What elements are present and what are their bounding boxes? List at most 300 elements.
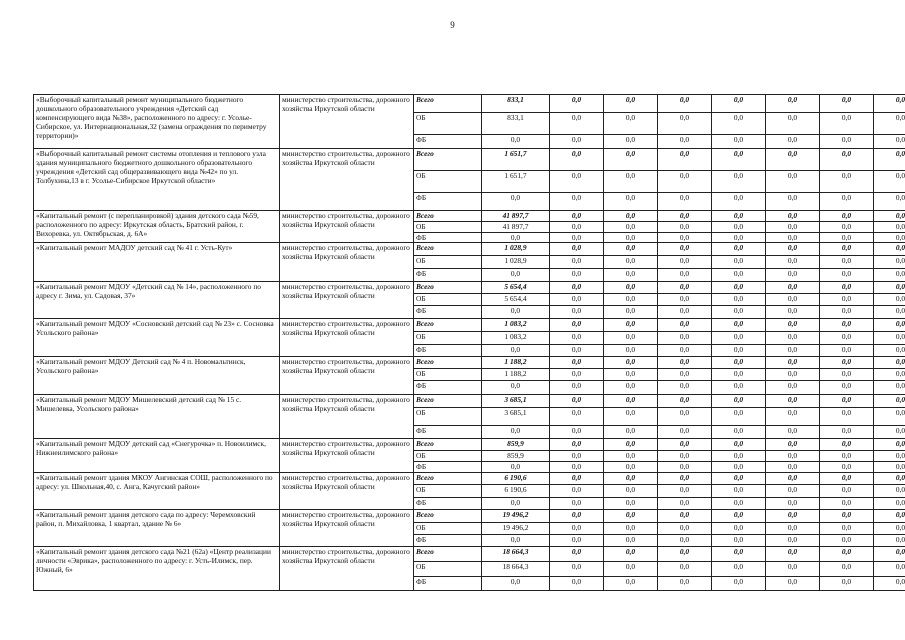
year-amount: 0,0 <box>820 282 874 294</box>
year-amount: 0,0 <box>658 149 712 171</box>
table-row <box>34 95 905 113</box>
total-amount: 41 897,7 <box>482 222 550 233</box>
year-amount: 0,0 <box>712 408 766 426</box>
year-amount: 0,0 <box>604 357 658 369</box>
year-amount: 0,0 <box>820 381 874 395</box>
table-row <box>34 510 905 523</box>
year-amount: 0,0 <box>658 269 712 282</box>
year-amount: 0,0 <box>712 462 766 473</box>
total-amount: 0,0 <box>482 233 550 243</box>
total-amount: 0,0 <box>482 381 550 395</box>
year-amount: 0,0 <box>766 535 820 547</box>
year-amount: 0,0 <box>874 135 905 149</box>
year-amount: 0,0 <box>874 577 905 591</box>
year-amount: 0,0 <box>820 462 874 473</box>
year-amount: 0,0 <box>820 211 874 222</box>
year-amount: 0,0 <box>658 439 712 451</box>
year-amount: 0,0 <box>658 171 712 193</box>
total-amount: 859,9 <box>482 451 550 462</box>
year-amount: 0,0 <box>604 462 658 473</box>
total-amount: 833,1 <box>482 113 550 135</box>
year-amount: 0,0 <box>766 547 820 562</box>
year-amount: 0,0 <box>658 332 712 345</box>
responsible-executor: министерство строительства, дорожного хозяйства Иркутской области <box>280 211 414 243</box>
year-amount: 0,0 <box>766 473 820 485</box>
year-amount: 0,0 <box>766 369 820 381</box>
year-amount: 0,0 <box>766 523 820 535</box>
year-amount: 0,0 <box>820 306 874 319</box>
total-amount: 19 496,2 <box>482 510 550 523</box>
year-amount: 0,0 <box>766 357 820 369</box>
measure-description: «Капитальный ремонт МДОУ Мишелевский детский сад № 15 с. Мишелевка, Усольского района» <box>34 395 280 439</box>
year-amount: 0,0 <box>712 381 766 395</box>
year-amount: 0,0 <box>712 369 766 381</box>
year-amount: 0,0 <box>820 395 874 408</box>
year-amount: 0,0 <box>712 113 766 135</box>
year-amount: 0,0 <box>550 439 604 451</box>
year-amount: 0,0 <box>658 135 712 149</box>
year-amount: 0,0 <box>604 233 658 243</box>
year-amount: 0,0 <box>604 451 658 462</box>
funding-source: Всего <box>414 473 482 485</box>
table-row <box>34 395 905 408</box>
total-amount: 3 685,1 <box>482 408 550 426</box>
year-amount: 0,0 <box>766 269 820 282</box>
responsible-executor: министерство строительства, дорожного хозяйства Иркутской области <box>280 243 414 282</box>
year-amount: 0,0 <box>604 269 658 282</box>
year-amount: 0,0 <box>874 332 905 345</box>
year-amount: 0,0 <box>874 233 905 243</box>
year-amount: 0,0 <box>604 135 658 149</box>
total-amount: 5 654,4 <box>482 294 550 306</box>
funding-source: ОБ <box>414 485 482 498</box>
year-amount: 0,0 <box>658 451 712 462</box>
year-amount: 0,0 <box>712 294 766 306</box>
funding-source: ОБ <box>414 332 482 345</box>
year-amount: 0,0 <box>820 408 874 426</box>
year-amount: 0,0 <box>820 222 874 233</box>
year-amount: 0,0 <box>766 439 820 451</box>
table-row <box>34 473 905 485</box>
table-row <box>34 357 905 369</box>
responsible-executor: министерство строительства, дорожного хозяйства Иркутской области <box>280 95 414 149</box>
responsible-executor: министерство строительства, дорожного хозяйства Иркутской области <box>280 149 414 211</box>
year-amount: 0,0 <box>712 562 766 577</box>
total-amount: 3 685,1 <box>482 395 550 408</box>
total-amount: 19 496,2 <box>482 523 550 535</box>
year-amount: 0,0 <box>874 193 905 211</box>
year-amount: 0,0 <box>820 485 874 498</box>
measure-description: «Капитальный ремонт здания МКОУ Ангинская СОШ, расположенного по адресу: ул. Школьная,40, с. Анга, Качугский район» <box>34 473 280 510</box>
funding-source: ОБ <box>414 369 482 381</box>
year-amount: 0,0 <box>766 171 820 193</box>
year-amount: 0,0 <box>604 547 658 562</box>
year-amount: 0,0 <box>766 562 820 577</box>
year-amount: 0,0 <box>820 547 874 562</box>
total-amount: 6 190,6 <box>482 473 550 485</box>
year-amount: 0,0 <box>874 485 905 498</box>
year-amount: 0,0 <box>820 233 874 243</box>
year-amount: 0,0 <box>712 233 766 243</box>
year-amount: 0,0 <box>712 523 766 535</box>
funding-source: Всего <box>414 357 482 369</box>
total-amount: 0,0 <box>482 193 550 211</box>
year-amount: 0,0 <box>712 395 766 408</box>
funding-source: Всего <box>414 243 482 256</box>
year-amount: 0,0 <box>604 306 658 319</box>
funding-source: Всего <box>414 395 482 408</box>
total-amount: 0,0 <box>482 306 550 319</box>
year-amount: 0,0 <box>658 294 712 306</box>
year-amount: 0,0 <box>874 269 905 282</box>
year-amount: 0,0 <box>604 498 658 510</box>
year-amount: 0,0 <box>604 577 658 591</box>
year-amount: 0,0 <box>658 510 712 523</box>
year-amount: 0,0 <box>550 193 604 211</box>
year-amount: 0,0 <box>550 171 604 193</box>
year-amount: 0,0 <box>874 282 905 294</box>
year-amount: 0,0 <box>658 306 712 319</box>
measure-description: «Капитальный ремонт (с перепланировкой) здания детского сада №59, расположенного по адресу: Иркутская область, Братский район, г. Вихоревка, ул. Октябрьская, д. 6А» <box>34 211 280 243</box>
year-amount: 0,0 <box>604 211 658 222</box>
year-amount: 0,0 <box>658 381 712 395</box>
year-amount: 0,0 <box>766 282 820 294</box>
year-amount: 0,0 <box>820 95 874 113</box>
funding-source: ФБ <box>414 269 482 282</box>
total-amount: 18 664,3 <box>482 547 550 562</box>
funding-source: Всего <box>414 510 482 523</box>
year-amount: 0,0 <box>712 426 766 439</box>
year-amount: 0,0 <box>658 282 712 294</box>
year-amount: 0,0 <box>658 547 712 562</box>
funding-source: ОБ <box>414 408 482 426</box>
program-table <box>33 94 905 591</box>
year-amount: 0,0 <box>658 211 712 222</box>
year-amount: 0,0 <box>550 395 604 408</box>
year-amount: 0,0 <box>712 282 766 294</box>
year-amount: 0,0 <box>550 319 604 332</box>
year-amount: 0,0 <box>820 243 874 256</box>
year-amount: 0,0 <box>550 269 604 282</box>
responsible-executor: министерство строительства, дорожного хозяйства Иркутской области <box>280 439 414 473</box>
year-amount: 0,0 <box>712 149 766 171</box>
year-amount: 0,0 <box>550 535 604 547</box>
year-amount: 0,0 <box>550 211 604 222</box>
year-amount: 0,0 <box>766 113 820 135</box>
year-amount: 0,0 <box>820 426 874 439</box>
total-amount: 1 083,2 <box>482 319 550 332</box>
year-amount: 0,0 <box>874 535 905 547</box>
measure-description: «Капитальный ремонт МДОУ «Сосновский детский сад № 23» с. Сосновка Усольского района» <box>34 319 280 357</box>
year-amount: 0,0 <box>712 211 766 222</box>
year-amount: 0,0 <box>712 577 766 591</box>
table-row <box>34 243 905 256</box>
year-amount: 0,0 <box>550 95 604 113</box>
year-amount: 0,0 <box>820 439 874 451</box>
year-amount: 0,0 <box>712 535 766 547</box>
funding-source: ОБ <box>414 113 482 135</box>
funding-source: ОБ <box>414 256 482 269</box>
funding-source: Всего <box>414 439 482 451</box>
total-amount: 1 651,7 <box>482 171 550 193</box>
year-amount: 0,0 <box>766 381 820 395</box>
year-amount: 0,0 <box>550 294 604 306</box>
funding-source: ОБ <box>414 562 482 577</box>
year-amount: 0,0 <box>658 95 712 113</box>
year-amount: 0,0 <box>820 498 874 510</box>
funding-source: Всего <box>414 282 482 294</box>
year-amount: 0,0 <box>766 577 820 591</box>
year-amount: 0,0 <box>712 357 766 369</box>
funding-source: Всего <box>414 211 482 222</box>
year-amount: 0,0 <box>604 381 658 395</box>
responsible-executor: министерство строительства, дорожного хозяйства Иркутской области <box>280 357 414 395</box>
year-amount: 0,0 <box>874 243 905 256</box>
year-amount: 0,0 <box>874 256 905 269</box>
year-amount: 0,0 <box>766 345 820 357</box>
year-amount: 0,0 <box>550 306 604 319</box>
table-row <box>34 149 905 171</box>
year-amount: 0,0 <box>712 243 766 256</box>
year-amount: 0,0 <box>550 233 604 243</box>
year-amount: 0,0 <box>712 306 766 319</box>
year-amount: 0,0 <box>766 243 820 256</box>
year-amount: 0,0 <box>550 408 604 426</box>
year-amount: 0,0 <box>820 256 874 269</box>
year-amount: 0,0 <box>658 498 712 510</box>
year-amount: 0,0 <box>658 243 712 256</box>
year-amount: 0,0 <box>712 269 766 282</box>
year-amount: 0,0 <box>874 426 905 439</box>
funding-source: ФБ <box>414 426 482 439</box>
responsible-executor: министерство строительства, дорожного хозяйства Иркутской области <box>280 547 414 591</box>
year-amount: 0,0 <box>604 171 658 193</box>
year-amount: 0,0 <box>604 562 658 577</box>
year-amount: 0,0 <box>874 306 905 319</box>
table-row <box>34 282 905 294</box>
total-amount: 1 083,2 <box>482 332 550 345</box>
year-amount: 0,0 <box>658 408 712 426</box>
funding-source: ФБ <box>414 345 482 357</box>
year-amount: 0,0 <box>604 95 658 113</box>
year-amount: 0,0 <box>658 193 712 211</box>
total-amount: 0,0 <box>482 426 550 439</box>
funding-source: ОБ <box>414 451 482 462</box>
year-amount: 0,0 <box>820 357 874 369</box>
year-amount: 0,0 <box>658 233 712 243</box>
total-amount: 41 897,7 <box>482 211 550 222</box>
year-amount: 0,0 <box>874 408 905 426</box>
year-amount: 0,0 <box>766 149 820 171</box>
year-amount: 0,0 <box>766 319 820 332</box>
year-amount: 0,0 <box>712 222 766 233</box>
year-amount: 0,0 <box>820 149 874 171</box>
year-amount: 0,0 <box>766 211 820 222</box>
year-amount: 0,0 <box>820 113 874 135</box>
year-amount: 0,0 <box>550 498 604 510</box>
funding-source: ОБ <box>414 171 482 193</box>
funding-source: ОБ <box>414 523 482 535</box>
funding-source: ФБ <box>414 381 482 395</box>
total-amount: 6 190,6 <box>482 485 550 498</box>
year-amount: 0,0 <box>550 222 604 233</box>
funding-source: ФБ <box>414 462 482 473</box>
year-amount: 0,0 <box>658 485 712 498</box>
year-amount: 0,0 <box>874 345 905 357</box>
year-amount: 0,0 <box>766 306 820 319</box>
year-amount: 0,0 <box>766 332 820 345</box>
year-amount: 0,0 <box>712 473 766 485</box>
funding-source: ФБ <box>414 233 482 243</box>
year-amount: 0,0 <box>604 256 658 269</box>
year-amount: 0,0 <box>604 282 658 294</box>
year-amount: 0,0 <box>658 562 712 577</box>
year-amount: 0,0 <box>604 369 658 381</box>
year-amount: 0,0 <box>550 381 604 395</box>
measure-description: «Капитальный ремонт МАДОУ детский сад № 41 г. Усть-Кут» <box>34 243 280 282</box>
year-amount: 0,0 <box>604 535 658 547</box>
funding-source: ОБ <box>414 222 482 233</box>
year-amount: 0,0 <box>550 577 604 591</box>
responsible-executor: министерство строительства, дорожного хозяйства Иркутской области <box>280 282 414 319</box>
measure-description: «Капитальный ремонт МДОУ Детский сад № 4 п. Новомальтинск, Усольского района» <box>34 357 280 395</box>
year-amount: 0,0 <box>550 149 604 171</box>
year-amount: 0,0 <box>712 332 766 345</box>
year-amount: 0,0 <box>604 332 658 345</box>
funding-source: Всего <box>414 95 482 113</box>
year-amount: 0,0 <box>604 222 658 233</box>
funding-source: ФБ <box>414 193 482 211</box>
year-amount: 0,0 <box>604 439 658 451</box>
year-amount: 0,0 <box>658 462 712 473</box>
year-amount: 0,0 <box>712 95 766 113</box>
year-amount: 0,0 <box>658 395 712 408</box>
funding-source: ФБ <box>414 577 482 591</box>
funding-source: ФБ <box>414 535 482 547</box>
year-amount: 0,0 <box>874 510 905 523</box>
year-amount: 0,0 <box>604 113 658 135</box>
year-amount: 0,0 <box>604 426 658 439</box>
year-amount: 0,0 <box>550 135 604 149</box>
year-amount: 0,0 <box>820 369 874 381</box>
table-row <box>34 547 905 562</box>
year-amount: 0,0 <box>820 473 874 485</box>
funding-source: ОБ <box>414 294 482 306</box>
year-amount: 0,0 <box>658 113 712 135</box>
year-amount: 0,0 <box>658 319 712 332</box>
year-amount: 0,0 <box>766 135 820 149</box>
year-amount: 0,0 <box>820 451 874 462</box>
year-amount: 0,0 <box>550 473 604 485</box>
year-amount: 0,0 <box>874 523 905 535</box>
year-amount: 0,0 <box>658 369 712 381</box>
year-amount: 0,0 <box>550 332 604 345</box>
total-amount: 18 664,3 <box>482 562 550 577</box>
measure-description: «Капитальный ремонт здания детского сада по адресу: Черемховский район, п. Михайловка, 1 квартал, здание № 6» <box>34 510 280 547</box>
year-amount: 0,0 <box>712 345 766 357</box>
year-amount: 0,0 <box>874 171 905 193</box>
total-amount: 833,1 <box>482 95 550 113</box>
year-amount: 0,0 <box>820 269 874 282</box>
year-amount: 0,0 <box>550 523 604 535</box>
year-amount: 0,0 <box>658 523 712 535</box>
measure-description: «Капитальный ремонт МДОУ «Детский сад № 14», расположенного по адресу г. Зима, ул. Садовая, 37» <box>34 282 280 319</box>
year-amount: 0,0 <box>712 193 766 211</box>
year-amount: 0,0 <box>604 523 658 535</box>
responsible-executor: министерство строительства, дорожного хозяйства Иркутской области <box>280 319 414 357</box>
total-amount: 859,9 <box>482 439 550 451</box>
year-amount: 0,0 <box>766 294 820 306</box>
measure-description: «Выборочный капитальный ремонт системы отопления и теплового узла здания муниципального бюджетного дошкольного образовательного учреждения «Детский сад общеразвивающего вида №42» по ул. Толбухина,13 в г. Усолье-Сибирское Иркутской области» <box>34 149 280 211</box>
year-amount: 0,0 <box>874 369 905 381</box>
year-amount: 0,0 <box>658 473 712 485</box>
total-amount: 0,0 <box>482 135 550 149</box>
year-amount: 0,0 <box>766 256 820 269</box>
year-amount: 0,0 <box>604 485 658 498</box>
year-amount: 0,0 <box>604 243 658 256</box>
year-amount: 0,0 <box>550 485 604 498</box>
year-amount: 0,0 <box>550 462 604 473</box>
year-amount: 0,0 <box>766 498 820 510</box>
year-amount: 0,0 <box>874 357 905 369</box>
table-row <box>34 439 905 451</box>
year-amount: 0,0 <box>766 426 820 439</box>
year-amount: 0,0 <box>766 485 820 498</box>
year-amount: 0,0 <box>550 243 604 256</box>
year-amount: 0,0 <box>874 211 905 222</box>
total-amount: 5 654,4 <box>482 282 550 294</box>
total-amount: 0,0 <box>482 535 550 547</box>
year-amount: 0,0 <box>658 357 712 369</box>
year-amount: 0,0 <box>874 451 905 462</box>
year-amount: 0,0 <box>712 498 766 510</box>
year-amount: 0,0 <box>550 510 604 523</box>
year-amount: 0,0 <box>712 485 766 498</box>
table-row <box>34 211 905 222</box>
responsible-executor: министерство строительства, дорожного хозяйства Иркутской области <box>280 395 414 439</box>
year-amount: 0,0 <box>550 369 604 381</box>
responsible-executor: министерство строительства, дорожного хозяйства Иркутской области <box>280 510 414 547</box>
year-amount: 0,0 <box>820 510 874 523</box>
total-amount: 0,0 <box>482 269 550 282</box>
year-amount: 0,0 <box>820 345 874 357</box>
funding-source: Всего <box>414 319 482 332</box>
year-amount: 0,0 <box>604 510 658 523</box>
year-amount: 0,0 <box>874 222 905 233</box>
year-amount: 0,0 <box>712 135 766 149</box>
year-amount: 0,0 <box>766 95 820 113</box>
year-amount: 0,0 <box>550 357 604 369</box>
year-amount: 0,0 <box>820 577 874 591</box>
funding-source: Всего <box>414 547 482 562</box>
year-amount: 0,0 <box>712 256 766 269</box>
year-amount: 0,0 <box>550 547 604 562</box>
year-amount: 0,0 <box>712 171 766 193</box>
measure-description: «Выборочный капитальный ремонт муниципального бюджетного дошкольного образовательного учреждения «Детский сад компенсирующего вида №38», расположенного по адресу: г. Усолье-Сибирское, ул. Интернациональная,32 (замена ограждения по периметру территории)» <box>34 95 280 149</box>
year-amount: 0,0 <box>874 462 905 473</box>
total-amount: 0,0 <box>482 462 550 473</box>
measure-description: «Капитальный ремонт здания детского сада №21 (62а) «Центр реализации личности «Эврика», расположенного по адресу: г. Усть-Илимск, пер. Южный, 6» <box>34 547 280 591</box>
year-amount: 0,0 <box>874 562 905 577</box>
year-amount: 0,0 <box>820 193 874 211</box>
year-amount: 0,0 <box>820 523 874 535</box>
year-amount: 0,0 <box>820 535 874 547</box>
year-amount: 0,0 <box>550 256 604 269</box>
funding-source: ФБ <box>414 135 482 149</box>
year-amount: 0,0 <box>874 319 905 332</box>
year-amount: 0,0 <box>874 149 905 171</box>
year-amount: 0,0 <box>820 135 874 149</box>
